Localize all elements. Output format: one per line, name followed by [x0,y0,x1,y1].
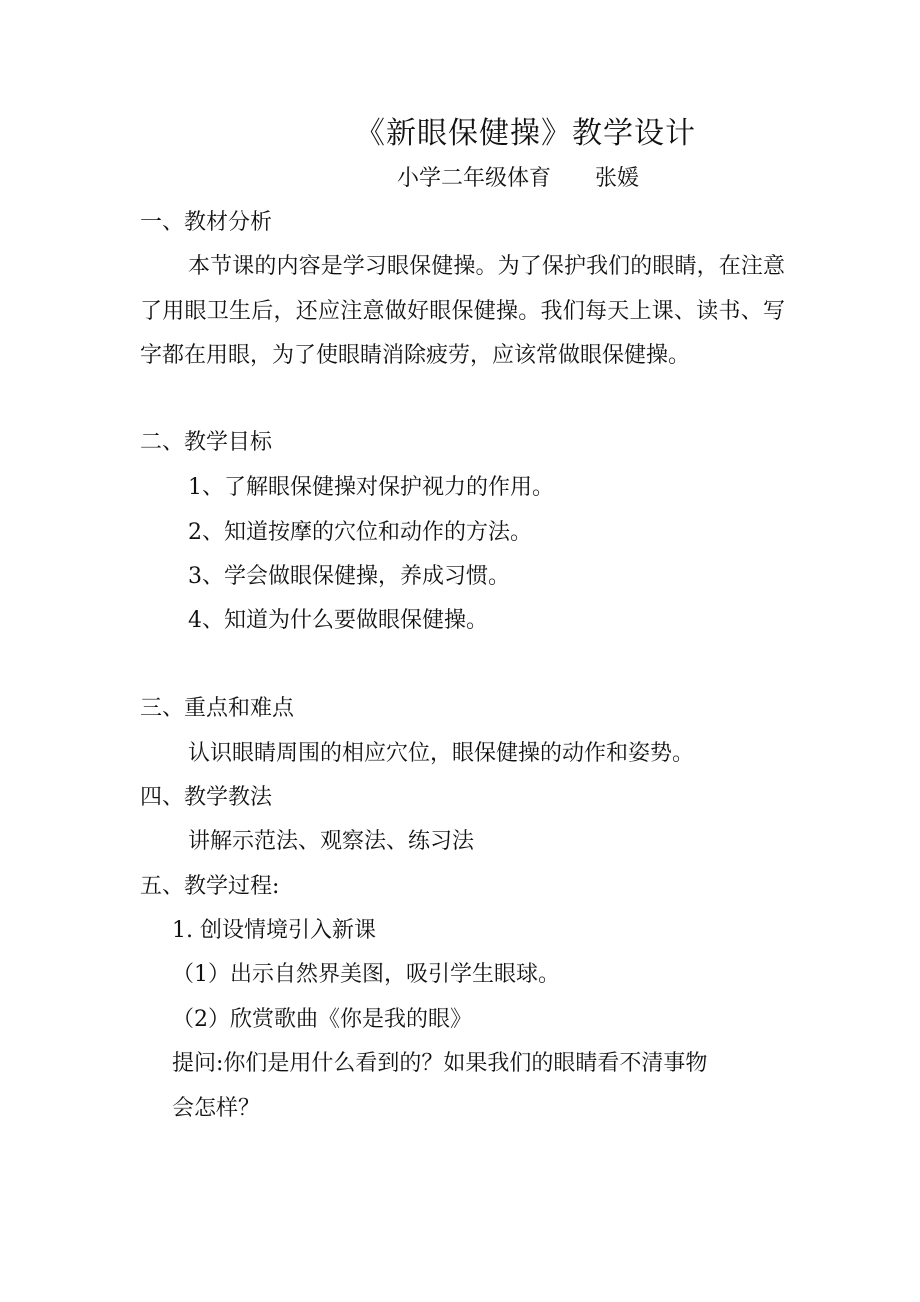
question-line-1: 提问:你们是用什么看到的？如果我们的眼睛看不清事物 [172,1051,708,1076]
doc-byline: 小学二年级体育 张媛 [397,166,640,191]
process-substep-2: （2）欣赏歌曲《你是我的眼》 [172,1007,472,1032]
section-heading-3: 三、重点和难点 [140,696,295,721]
section-heading-4: 四、教学教法 [140,785,273,810]
section-heading-5: 五、教学过程: [140,874,280,899]
objective-item-1: 1、了解眼保健操对保护视力的作用。 [188,475,554,500]
section-4-text: 讲解示范法、观察法、练习法 [188,829,475,854]
process-substep-1: （1）出示自然界美图，吸引学生眼球。 [172,962,560,987]
objective-item-4: 4、知道为什么要做眼保健操。 [188,608,488,633]
section-heading-2: 二、教学目标 [140,430,273,455]
question-line-2: 会怎样？ [172,1096,261,1121]
doc-title: 《新眼保健操》教学设计 [355,116,696,151]
section-1-paragraph: 本节课的内容是学习眼保健操。为了保护我们的眼睛，在注意了用眼卫生后，还应注意做好眼保健操。我们每天上课、读书、写字都在用眼，为了使眼睛消除疲劳，应该常做眼保健操。 [140,254,785,368]
objective-item-2: 2、知道按摩的穴位和动作的方法。 [188,520,532,545]
objective-item-3: 3、学会做眼保健操，养成习惯。 [188,564,510,589]
process-step-1: 1. 创设情境引入新课 [172,918,376,943]
section-3-text: 认识眼睛周围的相应穴位，眼保健操的动作和姿势。 [188,741,695,766]
section-heading-1: 一、教材分析 [140,210,273,235]
